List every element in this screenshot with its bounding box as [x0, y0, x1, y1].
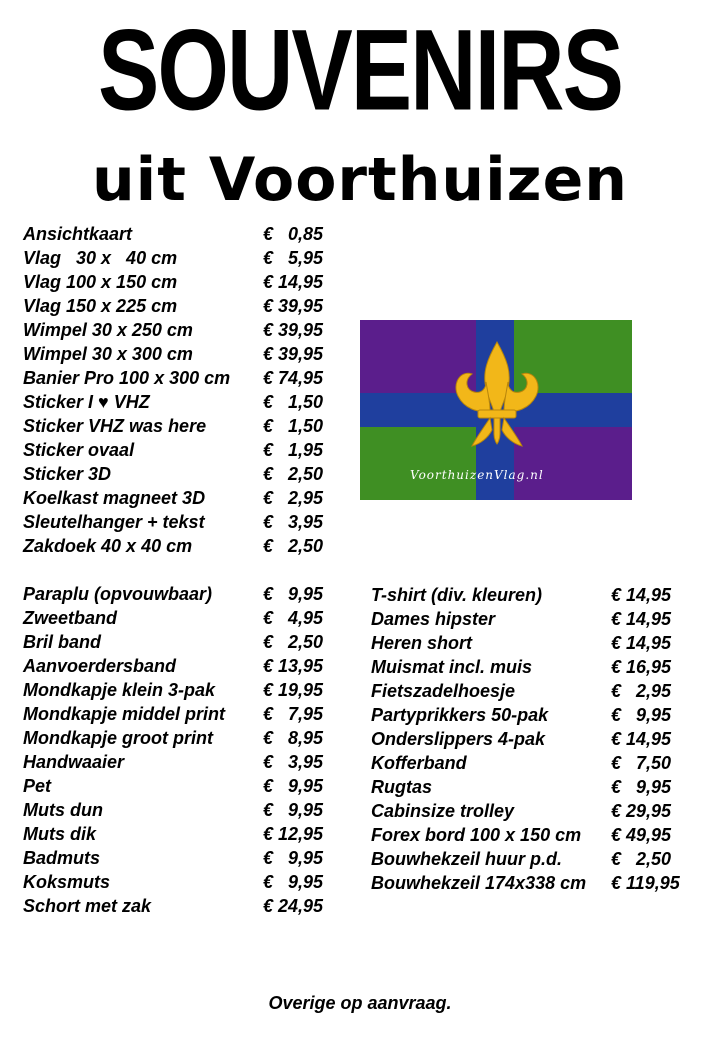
item-price: € 14,95: [611, 729, 672, 749]
item-price: € 3,95: [263, 512, 324, 532]
item-name: Sticker I ♥ VHZ: [23, 392, 150, 412]
item-price: € 2,50: [263, 536, 324, 556]
item-price: € 119,95: [611, 873, 680, 893]
item-price: € 2,50: [611, 849, 672, 869]
item-price: € 74,95: [263, 368, 324, 388]
item-price: € 2,50: [263, 464, 324, 484]
item-name: Zakdoek 40 x 40 cm: [23, 536, 193, 556]
item-name: Bouwhekzeil huur p.d.: [371, 849, 563, 869]
item-price: € 13,95: [263, 656, 324, 676]
item-name: Mondkapje klein 3-pak: [23, 680, 216, 700]
fleur-de-lis-icon: [442, 338, 552, 458]
item-name: Mondkapje middel print: [23, 704, 226, 724]
flag-caption: VoorthuizenVlag.nl: [410, 468, 544, 482]
item-name: Sticker 3D: [23, 464, 112, 484]
item-name: Heren short: [371, 633, 473, 653]
item-name: Schort met zak: [23, 896, 152, 916]
item-name: Sleutelhanger + tekst: [23, 512, 205, 532]
item-price: € 14,95: [611, 633, 672, 653]
item-name: Banier Pro 100 x 300 cm: [23, 368, 231, 388]
item-price: € 2,95: [263, 488, 324, 508]
item-name: Sticker VHZ was here: [23, 416, 207, 436]
item-name: Onderslippers 4-pak: [371, 729, 546, 749]
item-price: € 2,50: [263, 632, 324, 652]
item-price: € 2,95: [611, 681, 672, 701]
item-price: € 7,50: [611, 753, 672, 773]
item-name: Aanvoerdersband: [23, 656, 177, 676]
item-price: € 14,95: [611, 585, 672, 605]
item-name: Partyprikkers 50-pak: [371, 705, 549, 725]
page-subtitle: uit Voorthuizen: [91, 145, 629, 215]
item-price: € 9,95: [263, 776, 324, 796]
item-name: Kofferband: [371, 753, 467, 773]
item-price: € 9,95: [263, 872, 324, 892]
item-name: Cabinsize trolley: [371, 801, 515, 821]
item-price: € 39,95: [263, 320, 324, 340]
item-name: Vlag 150 x 225 cm: [23, 296, 178, 316]
item-price: € 9,95: [263, 800, 324, 820]
item-name: Dames hipster: [371, 609, 496, 629]
item-price: € 24,95: [263, 896, 324, 916]
item-name: Koelkast magneet 3D: [23, 488, 206, 508]
item-name: T-shirt (div. kleuren): [371, 585, 543, 605]
item-name: Vlag 100 x 150 cm: [23, 272, 178, 292]
item-name: Muismat incl. muis: [371, 657, 533, 677]
voorthuizen-flag-image: [360, 320, 632, 500]
item-name: Badmuts: [23, 848, 101, 868]
item-name: Ansichtkaart: [23, 224, 133, 244]
item-name: Vlag 30 x 40 cm: [23, 248, 178, 268]
item-price: € 8,95: [263, 728, 324, 748]
item-price: € 1,50: [263, 392, 324, 412]
item-name: Zweetband: [23, 608, 118, 628]
item-price: € 0,85: [263, 224, 324, 244]
item-name: Sticker ovaal: [23, 440, 135, 460]
item-price: € 9,95: [263, 584, 324, 604]
item-name: Wimpel 30 x 300 cm: [23, 344, 193, 364]
item-price: € 29,95: [611, 801, 672, 821]
item-name: Wimpel 30 x 250 cm: [23, 320, 193, 340]
item-price: € 1,50: [263, 416, 324, 436]
page-title: SOUVENIRS: [98, 6, 622, 135]
item-price: € 39,95: [263, 344, 324, 364]
item-price: € 9,95: [263, 848, 324, 868]
item-price: € 12,95: [263, 824, 324, 844]
item-price: € 14,95: [611, 609, 672, 629]
item-name: Bouwhekzeil 174x338 cm: [371, 873, 587, 893]
item-name: Mondkapje groot print: [23, 728, 213, 748]
item-name: Bril band: [23, 632, 102, 652]
item-price: € 16,95: [611, 657, 672, 677]
item-price: € 4,95: [263, 608, 324, 628]
footer-note: Overige op aanvraag.: [268, 993, 452, 1013]
item-name: Paraplu (opvouwbaar): [23, 584, 213, 604]
item-name: Muts dun: [23, 800, 103, 820]
item-price: € 39,95: [263, 296, 324, 316]
item-price: € 7,95: [263, 704, 324, 724]
item-price: € 1,95: [263, 440, 324, 460]
item-name: Forex bord 100 x 150 cm: [371, 825, 582, 845]
item-price: € 5,95: [263, 248, 324, 268]
item-price: € 14,95: [263, 272, 324, 292]
item-name: Koksmuts: [23, 872, 111, 892]
item-price: € 19,95: [263, 680, 324, 700]
item-price: € 3,95: [263, 752, 324, 772]
item-name: Fietszadelhoesje: [371, 681, 516, 701]
item-price: € 49,95: [611, 825, 672, 845]
item-name: Handwaaier: [23, 752, 125, 772]
item-name: Pet: [23, 776, 52, 796]
item-name: Rugtas: [371, 777, 433, 797]
item-price: € 9,95: [611, 705, 672, 725]
item-price: € 9,95: [611, 777, 672, 797]
item-name: Muts dik: [23, 824, 97, 844]
